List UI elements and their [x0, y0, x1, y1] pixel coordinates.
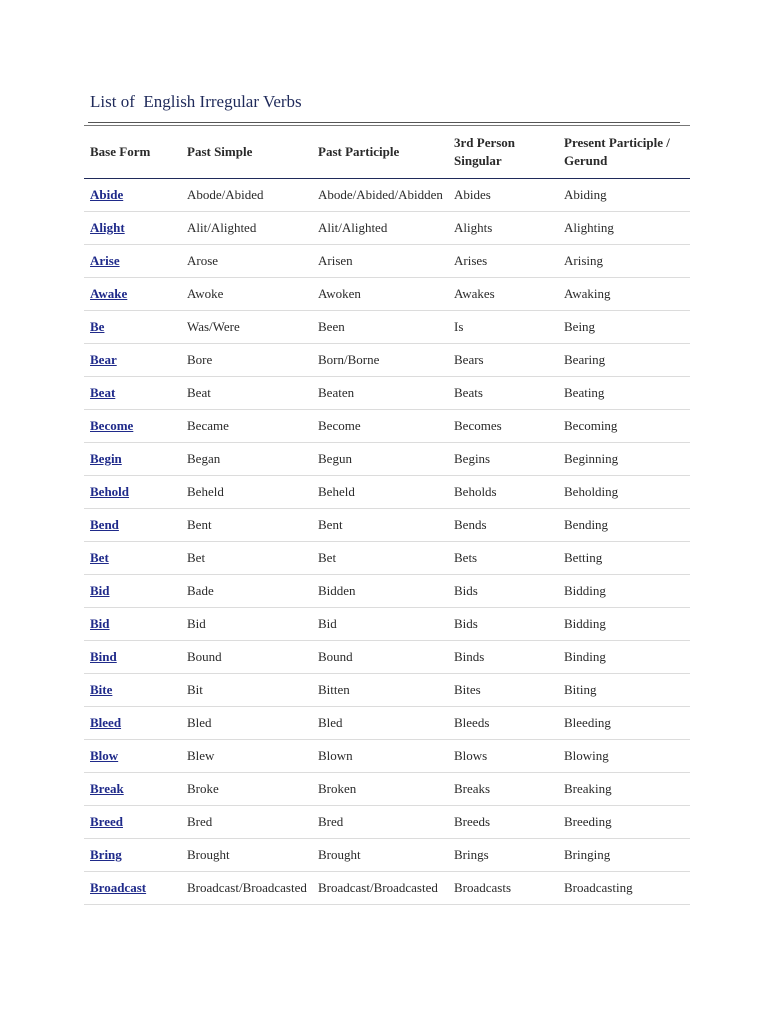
cell-past-participle: Broken	[318, 781, 357, 796]
verb-link[interactable]: Bleed	[90, 715, 122, 730]
cell-past-simple: Was/Were	[187, 319, 240, 334]
cell-present-participle: Bending	[564, 517, 609, 532]
table-body	[84, 179, 690, 905]
cell-third-person: Bets	[454, 550, 478, 565]
cell-present-participle: Awaking	[564, 286, 611, 301]
cell-base-form	[84, 872, 181, 905]
table-row	[84, 443, 690, 476]
cell-third-person: Bends	[454, 517, 487, 532]
cell-third-person: Breaks	[454, 781, 491, 796]
cell-base-form	[84, 740, 181, 773]
cell-present-participle: Biting	[564, 682, 597, 697]
cell-base-form	[84, 509, 181, 542]
table-row	[84, 245, 690, 278]
verb-link[interactable]: Abide	[90, 187, 124, 202]
cell-past-participle: Bent	[318, 517, 343, 532]
cell-past-simple: Bade	[187, 583, 214, 598]
verb-link[interactable]: Bear	[90, 352, 117, 367]
cell-base-form	[84, 608, 181, 641]
table-row	[84, 608, 690, 641]
cell-past-participle: Abode/Abided/Abidden	[318, 187, 443, 202]
cell-third-person: Beats	[454, 385, 483, 400]
verb-link[interactable]: Bid	[90, 583, 110, 598]
header-third-person: 3rd Person Singular	[454, 135, 516, 168]
table-row	[84, 773, 690, 806]
cell-present-participle: Being	[564, 319, 596, 334]
cell-past-simple: Bred	[187, 814, 213, 829]
cell-present-participle: Broadcasting	[564, 880, 633, 895]
cell-present-participle: Arising	[564, 253, 603, 268]
cell-third-person: Bleeds	[454, 715, 490, 730]
table-row	[84, 278, 690, 311]
cell-present-participle: Alighting	[564, 220, 614, 235]
cell-present-participle: Bidding	[564, 616, 606, 631]
verb-link[interactable]: Bet	[90, 550, 109, 565]
cell-past-participle: Alit/Alighted	[318, 220, 388, 235]
title-divider	[88, 122, 680, 123]
cell-third-person: Bids	[454, 583, 478, 598]
cell-base-form	[84, 410, 181, 443]
cell-past-simple: Alit/Alighted	[187, 220, 257, 235]
cell-third-person: Begins	[454, 451, 491, 466]
cell-third-person: Breeds	[454, 814, 491, 829]
cell-past-participle: Blown	[318, 748, 353, 763]
table-row	[84, 872, 690, 905]
table-row	[84, 509, 690, 542]
cell-base-form	[84, 443, 181, 476]
cell-past-simple: Beheld	[187, 484, 224, 499]
cell-base-form	[84, 575, 181, 608]
cell-past-simple: Bit	[187, 682, 203, 697]
cell-past-simple: Brought	[187, 847, 230, 862]
cell-past-participle: Arisen	[318, 253, 353, 268]
cell-present-participle: Becoming	[564, 418, 618, 433]
cell-third-person: Becomes	[454, 418, 502, 433]
cell-base-form	[84, 212, 181, 245]
cell-base-form	[84, 806, 181, 839]
cell-past-simple: Blew	[187, 748, 215, 763]
cell-third-person: Alights	[454, 220, 493, 235]
cell-present-participle: Bearing	[564, 352, 606, 367]
page-title: List of English Irregular Verbs	[90, 92, 302, 111]
verb-link[interactable]: Beat	[90, 385, 116, 400]
table-row	[84, 806, 690, 839]
table-row	[84, 839, 690, 872]
cell-past-simple: Arose	[187, 253, 219, 268]
verb-link[interactable]: Begin	[90, 451, 122, 466]
cell-present-participle: Abiding	[564, 187, 607, 202]
cell-base-form	[84, 839, 181, 872]
table-row	[84, 377, 690, 410]
cell-past-simple: Bound	[187, 649, 222, 664]
cell-past-simple: Began	[187, 451, 221, 466]
table-row	[84, 311, 690, 344]
cell-past-participle: Bidden	[318, 583, 356, 598]
cell-present-participle: Bleeding	[564, 715, 611, 730]
cell-past-simple: Abode/Abided	[187, 187, 264, 202]
cell-present-participle: Bringing	[564, 847, 611, 862]
table-row	[84, 542, 690, 575]
header-past-participle: Past Participle	[318, 144, 400, 159]
verb-link[interactable]: Become	[90, 418, 134, 433]
irregular-verbs-table	[84, 125, 690, 905]
cell-past-participle: Born/Borne	[318, 352, 380, 367]
cell-base-form	[84, 773, 181, 806]
cell-past-participle: Become	[318, 418, 361, 433]
cell-third-person: Bites	[454, 682, 481, 697]
verb-link[interactable]: Bite	[90, 682, 113, 697]
cell-past-simple: Became	[187, 418, 229, 433]
cell-present-participle: Bidding	[564, 583, 606, 598]
cell-past-participle: Broadcast/Broadcasted	[318, 880, 438, 895]
table-row	[84, 740, 690, 773]
cell-past-participle: Bred	[318, 814, 344, 829]
cell-base-form	[84, 245, 181, 278]
cell-base-form	[84, 542, 181, 575]
cell-past-participle: Awoken	[318, 286, 361, 301]
cell-past-participle: Beheld	[318, 484, 355, 499]
cell-past-simple: Broadcast/Broadcasted	[187, 880, 307, 895]
cell-third-person: Brings	[454, 847, 489, 862]
verb-link[interactable]: Bend	[90, 517, 119, 532]
cell-third-person: Broadcasts	[454, 880, 512, 895]
cell-base-form	[84, 344, 181, 377]
table-header-row	[84, 126, 690, 179]
verb-link[interactable]: Break	[90, 781, 124, 796]
cell-third-person: Binds	[454, 649, 485, 664]
table-row	[84, 575, 690, 608]
table-row	[84, 212, 690, 245]
verb-link[interactable]: Bring	[90, 847, 122, 862]
cell-past-participle: Bitten	[318, 682, 350, 697]
cell-past-simple: Bore	[187, 352, 213, 367]
table-row	[84, 707, 690, 740]
header-present-participle: Present Participle / Gerund	[564, 135, 670, 168]
cell-past-simple: Awoke	[187, 286, 224, 301]
cell-past-participle: Bid	[318, 616, 337, 631]
cell-past-participle: Bled	[318, 715, 343, 730]
table-row	[84, 179, 690, 212]
cell-present-participle: Blowing	[564, 748, 609, 763]
cell-third-person: Abides	[454, 187, 491, 202]
cell-base-form	[84, 641, 181, 674]
cell-past-participle: Bet	[318, 550, 337, 565]
cell-base-form	[84, 707, 181, 740]
table-row	[84, 674, 690, 707]
cell-past-participle: Beaten	[318, 385, 355, 400]
verb-link[interactable]: Arise	[90, 253, 120, 268]
verb-link[interactable]: Bid	[90, 616, 110, 631]
verb-link[interactable]: Alight	[90, 220, 125, 235]
cell-past-participle: Been	[318, 319, 345, 334]
cell-base-form	[84, 674, 181, 707]
verb-link[interactable]: Breed	[90, 814, 123, 829]
verb-link[interactable]: Awake	[90, 286, 128, 301]
header-base-form: Base Form	[90, 144, 151, 159]
table-row	[84, 344, 690, 377]
verb-link[interactable]: Bind	[90, 649, 117, 664]
cell-present-participle: Beating	[564, 385, 605, 400]
cell-past-participle: Begun	[318, 451, 352, 466]
cell-third-person: Bids	[454, 616, 478, 631]
cell-present-participle: Beholding	[564, 484, 619, 499]
cell-present-participle: Breaking	[564, 781, 612, 796]
cell-third-person: Arises	[454, 253, 488, 268]
cell-past-simple: Broke	[187, 781, 219, 796]
cell-past-simple: Beat	[187, 385, 211, 400]
cell-third-person: Blows	[454, 748, 488, 763]
cell-past-simple: Bet	[187, 550, 206, 565]
verb-link[interactable]: Behold	[90, 484, 130, 499]
cell-present-participle: Breeding	[564, 814, 612, 829]
cell-base-form	[84, 476, 181, 509]
verb-link[interactable]: Be	[90, 319, 105, 334]
header-past-simple: Past Simple	[187, 144, 253, 159]
verb-link[interactable]: Broadcast	[90, 880, 147, 895]
cell-present-participle: Binding	[564, 649, 606, 664]
table-row	[84, 476, 690, 509]
cell-past-participle: Brought	[318, 847, 361, 862]
cell-third-person: Beholds	[454, 484, 497, 499]
cell-past-participle: Bound	[318, 649, 353, 664]
cell-third-person: Bears	[454, 352, 484, 367]
cell-past-simple: Bid	[187, 616, 206, 631]
cell-base-form	[84, 311, 181, 344]
cell-present-participle: Beginning	[564, 451, 619, 466]
table-row	[84, 410, 690, 443]
cell-base-form	[84, 377, 181, 410]
cell-base-form	[84, 278, 181, 311]
cell-base-form	[84, 179, 181, 212]
cell-third-person: Is	[454, 319, 464, 334]
table-row	[84, 641, 690, 674]
cell-present-participle: Betting	[564, 550, 603, 565]
cell-past-simple: Bent	[187, 517, 212, 532]
cell-past-simple: Bled	[187, 715, 212, 730]
cell-third-person: Awakes	[454, 286, 495, 301]
verb-link[interactable]: Blow	[90, 748, 119, 763]
